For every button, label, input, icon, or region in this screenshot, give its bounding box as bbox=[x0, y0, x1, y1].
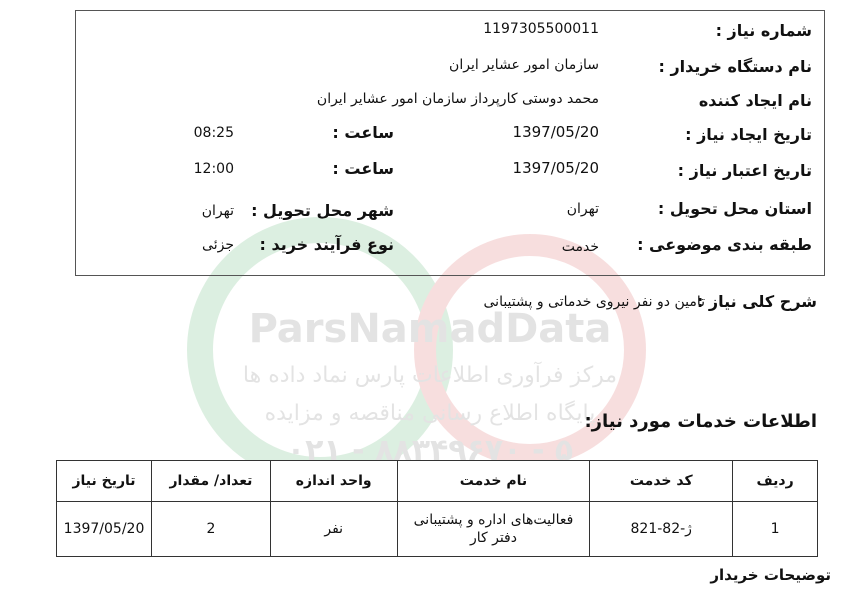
cell-row-number: 1 bbox=[733, 502, 818, 557]
services-table bbox=[56, 460, 818, 557]
category-value: خدمت bbox=[561, 239, 599, 255]
general-description-text: تامین دو نفر نیروی خدماتی و پشتیبانی bbox=[483, 294, 705, 310]
created-date-label: تاریخ ایجاد نیاز : bbox=[685, 125, 812, 144]
need-number-label: شماره نیاز : bbox=[715, 21, 812, 40]
buyer-org-row bbox=[76, 53, 824, 83]
created-date-value: 1397/05/20 bbox=[512, 123, 599, 141]
creator-value: محمد دوستی کارپرداز سازمان امور عشایر ایران bbox=[316, 91, 599, 107]
services-table-header-row bbox=[57, 461, 818, 502]
header-service-code: کد خدمت bbox=[590, 461, 733, 502]
general-description-row bbox=[0, 292, 855, 316]
cell-unit: نفر bbox=[270, 502, 397, 557]
watermark-line1: مرکز فرآوری اطلاعات پارس نماد داده ها bbox=[242, 363, 618, 388]
created-date-row bbox=[76, 121, 824, 151]
watermark-phone: ۰۲۱ - ۸۸۳۴۹۶۷۰ - ۵ bbox=[286, 433, 574, 468]
created-time-value: 08:25 bbox=[193, 125, 234, 141]
buyer-notes-label: توضیحات خریدار bbox=[710, 566, 831, 584]
buyer-org-value: سازمان امور عشایر ایران bbox=[449, 57, 599, 73]
validity-date-label: تاریخ اعتبار نیاز : bbox=[677, 161, 812, 180]
header-unit: واحد اندازه bbox=[270, 461, 397, 502]
cell-service-code: ژ-82-821 bbox=[590, 502, 733, 557]
header-service-name: نام خدمت bbox=[397, 461, 590, 502]
city-label: شهر محل تحویل : bbox=[251, 201, 394, 220]
validity-date-row bbox=[76, 157, 824, 187]
city-value: تهران bbox=[201, 203, 234, 219]
creator-label: نام ایجاد کننده bbox=[698, 91, 812, 110]
process-label: نوع فرآیند خرید : bbox=[259, 235, 394, 254]
category-row bbox=[76, 233, 824, 263]
table-row bbox=[57, 502, 818, 557]
process-value: جزئی bbox=[202, 237, 234, 253]
services-section-title: اطلاعات خدمات مورد نیاز: bbox=[584, 411, 817, 432]
need-info-box bbox=[75, 10, 825, 276]
creator-row bbox=[76, 87, 824, 117]
general-description-label: شرح کلی نیاز : bbox=[696, 292, 817, 311]
cell-service-name: فعالیت‌های اداره و پشتیبانی دفتر کار bbox=[397, 502, 590, 557]
cell-quantity: 2 bbox=[152, 502, 271, 557]
validity-date-value: 1397/05/20 bbox=[512, 159, 599, 177]
created-time-label: ساعت : bbox=[332, 123, 394, 142]
cell-need-date: 1397/05/20 bbox=[57, 502, 152, 557]
header-quantity: تعداد/ مقدار bbox=[152, 461, 271, 502]
category-label: طبقه بندی موضوعی : bbox=[637, 235, 812, 254]
buyer-org-label: نام دستگاه خریدار : bbox=[658, 57, 812, 76]
validity-time-value: 12:00 bbox=[193, 161, 234, 177]
province-value: تهران bbox=[566, 201, 599, 217]
header-row-number: ردیف bbox=[733, 461, 818, 502]
watermark-line2: پایگاه اطلاع رسانی مناقصه و مزایده bbox=[264, 401, 596, 426]
province-label: استان محل تحویل : bbox=[657, 199, 812, 218]
province-row bbox=[76, 195, 824, 225]
need-number-value: 1197305500011 bbox=[483, 21, 599, 37]
validity-time-label: ساعت : bbox=[332, 159, 394, 178]
need-number-row bbox=[76, 17, 824, 47]
watermark-brand: ParsNamadData bbox=[248, 306, 612, 352]
header-need-date: تاریخ نیاز bbox=[57, 461, 152, 502]
